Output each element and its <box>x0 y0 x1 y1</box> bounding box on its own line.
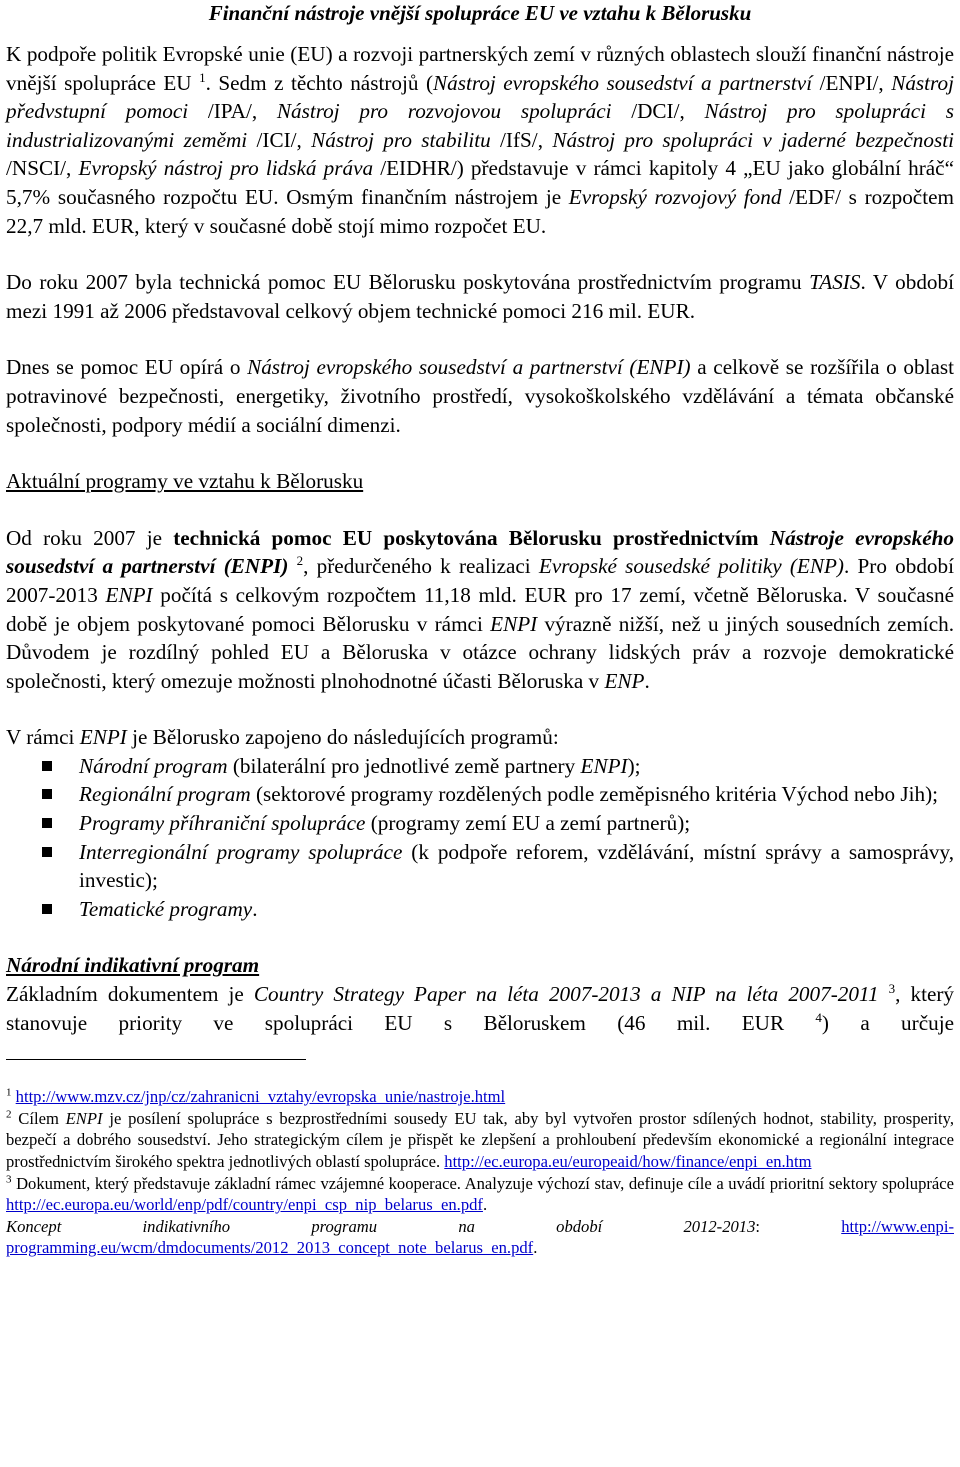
paragraph-tasis <box>6 268 954 325</box>
text: Do roku 2007 byla technická pomoc EU Bělorusku poskytována prostřednictvím programu <box>6 270 810 295</box>
program-name: TASIS <box>809 270 861 295</box>
text: počítá s celkovým rozpočtem 11,18 mld. EUR pro 17 zemí, včetně Běloruska. V současné době je objem poskytované pomoci Bělorusku v rámci <box>6 582 954 636</box>
footnote-1 <box>6 1086 954 1108</box>
text: K podpoře politik Evropské unie (EU) a rozvoji partnerských zemí v různých oblastech slouží finanční nástroje vnější spolupráce EU <box>6 42 954 95</box>
text: /EIDHR/) představuje v rámci kapitoly 4 „EU jako globální hráč“ 5,7% současného rozpočtu EU. Osmým finančním nástrojem je <box>6 156 954 209</box>
list-item <box>6 752 954 781</box>
list-item <box>6 838 954 895</box>
document-name: Koncept indikativního programu na období 2012-2013 <box>6 1216 756 1236</box>
page-title: Finanční nástroje vnější spolupráce EU ve vztahu k Bělorusku <box>208 1 752 25</box>
instrument-name: ENPI <box>490 611 538 636</box>
text: . Pro období 2007-2013 <box>6 554 954 607</box>
policy-name: Evropské sousedské politiky (ENP) <box>538 554 844 579</box>
text: /ICI/, <box>247 127 312 152</box>
footnote-number: 1 <box>6 1086 12 1099</box>
text: . <box>644 668 650 693</box>
bold-text: technická pomoc EU poskytována Bělorusku prostřednictvím <box>173 525 759 550</box>
heading-text: Aktuální programy ve vztahu k Bělorusku <box>6 469 364 494</box>
text: : <box>755 1216 842 1236</box>
text: a celkově se rozšířila o oblast potravinové bezpečnosti, energetiky, životního prostředí, vysokoškolského vzdělávání a témata občanské společnosti, podpory médií a sociální dimenzi. <box>6 355 954 437</box>
text: , předurčeného k realizaci <box>303 554 539 579</box>
program-list <box>6 752 954 924</box>
program-name: Regionální program <box>79 782 251 807</box>
program-name: Interregionální programy spolupráce <box>79 839 403 864</box>
text: je posílení spolupráce s bezprostředními sousedy EU tak, aby byl vytvořen prostor sdílených hodnot, stability, prosperity, bezpečí a dobrého sousedství. Jeho strategickým cílem je přispět ke zlepšení a prohloubení především ekonomické a regionální integrace prostřednictvím širokého spektra jednotlivých oblastí spolupráce. <box>6 1108 954 1171</box>
instrument-name: ENPI <box>105 582 153 607</box>
footnote-ref-4[interactable]: 4 <box>815 1009 822 1025</box>
instrument-name: Nástroje evropského sousedství a partnerství (ENPI) <box>6 525 955 579</box>
paragraph-enpi-assistance <box>6 524 954 696</box>
text: . Sedm z těchto nástrojů ( <box>205 70 433 95</box>
program-name: Národní program <box>79 753 228 778</box>
text: ); <box>627 753 641 778</box>
text: Dokument, který představuje základní rámec vzájemné kooperace. Analyzuje výchozí stav, definuje cíle a uvádí prioritní sektory spolupráce <box>11 1173 954 1193</box>
section-heading-current-programs <box>6 467 954 496</box>
instrument-name: Nástroj pro stabilitu <box>311 127 491 152</box>
instrument-name: Nástroj pro spolupráci s industrializovanými zeměmi <box>6 99 954 152</box>
square-bullet-icon <box>42 789 52 799</box>
section-heading-nip <box>6 951 954 980</box>
document-name: Country Strategy Paper na léta 2007-2013 a NIP na léta 2007-2011 <box>253 982 879 1007</box>
list-item <box>6 809 954 838</box>
text: (k podpoře reforem, vzdělávání, místní správy a samosprávy, investic); <box>79 839 955 893</box>
policy-name: ENP <box>604 668 645 693</box>
text: /ENPI/, <box>812 70 892 95</box>
square-bullet-icon <box>42 818 52 828</box>
list-item <box>6 895 954 924</box>
text: Dnes se pomoc EU opírá o <box>6 355 248 380</box>
text: , který stanovuje priority ve spolupráci EU s Běloruskem (46 mil. EUR <box>6 982 955 1035</box>
text: je Bělorusko zapojeno do následujících programů: <box>126 725 559 750</box>
text: (sektorové programy rozdělených podle zeměpisného kritéria Východ nebo Jih); <box>250 782 939 807</box>
program-name: Programy příhraniční spolupráce <box>79 811 366 836</box>
instrument-name: Nástroj pro rozvojovou spolupráci <box>276 99 612 124</box>
text <box>759 526 770 550</box>
text: výrazně nižší, než u jiných sousedních zemích. Důvodem je rozdílný pohled EU a Běloruska v otázce ochrany lidských práv a rozvoje demokratické společnosti, který omezuje možnosti plnohodnotné účasti Běloruska v <box>6 611 954 693</box>
text: /IPA/, <box>188 99 277 124</box>
text: /IfS/, <box>490 127 553 152</box>
footnote-ref-1[interactable]: 1 <box>199 69 206 85</box>
text: Cílem <box>11 1108 66 1128</box>
footnote-link[interactable]: http://www.enpi-programming.eu/wcm/dmdocuments/2012_2013_concept_note_belarus_en.pdf <box>6 1216 954 1258</box>
square-bullet-icon <box>42 761 52 771</box>
instrument-name: Evropský rozvojový fond <box>568 184 782 209</box>
paragraph-financial-instruments <box>6 40 954 240</box>
program-name: Tematické programy <box>79 896 253 921</box>
footnote-ref-3[interactable]: 3 <box>888 980 896 996</box>
footnote-link[interactable]: http://ec.europa.eu/world/enp/pdf/country/enpi_csp_nip_belarus_en.pdf <box>6 1195 483 1215</box>
text: . <box>482 1195 488 1215</box>
text: V rámci <box>6 725 80 750</box>
instrument-name: Nástroj pro spolupráci v jaderné bezpečnosti <box>552 127 954 152</box>
text: (bilaterální pro jednotlivé země partnery <box>227 753 581 778</box>
text: /NSCI/, <box>6 156 79 181</box>
paragraph-country-strategy <box>6 980 954 1037</box>
instrument-name: Nástroj evropského sousedství a partnerství (ENPI) <box>247 355 691 380</box>
text: /EDF/ s rozpočtem 22,7 mld. EUR, který v současné době stojí mimo rozpočet EU. <box>6 184 954 238</box>
text: . <box>252 896 258 921</box>
instrument-name: Nástroj předvstupní pomoci <box>6 70 954 124</box>
footnote-number: 2 <box>6 1108 12 1121</box>
footnote-3 <box>6 1173 954 1259</box>
footnote-number: 3 <box>6 1173 12 1186</box>
text: ) a určuje <box>821 1010 954 1035</box>
text: . <box>533 1238 538 1258</box>
footnote-2 <box>6 1108 954 1173</box>
instrument-name: ENPI <box>79 725 127 750</box>
instrument-name: Nástroj evropského sousedství a partnerství <box>433 70 813 95</box>
footnote-ref-2[interactable]: 2 <box>296 553 304 569</box>
text: Základním dokumentem je <box>6 982 254 1007</box>
heading-text: Národní indikativní program <box>6 953 260 978</box>
square-bullet-icon <box>42 904 52 914</box>
footnote-separator <box>6 1059 306 1060</box>
instrument-name: ENPI <box>580 753 628 778</box>
footnote-link[interactable]: http://ec.europa.eu/europeaid/how/finance/enpi_en.htm <box>444 1152 812 1171</box>
text: /DCI/, <box>611 99 705 124</box>
text: Od roku 2007 je <box>6 525 174 550</box>
square-bullet-icon <box>42 847 52 857</box>
footnote-link[interactable]: http://www.mzv.cz/jnp/cz/zahranicni_vztahy/evropska_unie/nastroje.html <box>15 1087 506 1107</box>
instrument-name: Evropský nástroj pro lidská práva <box>78 156 374 181</box>
text: (programy zemí EU a zemí partnerů); <box>365 811 691 836</box>
text: . V období mezi 1991 až 2006 představoval celkový objem technické pomoci 216 mil. EUR. <box>6 270 955 323</box>
paragraph-programs-intro <box>6 723 954 752</box>
list-item <box>6 780 954 809</box>
paragraph-enpi-scope <box>6 353 954 439</box>
instrument-name: ENPI <box>65 1108 103 1128</box>
